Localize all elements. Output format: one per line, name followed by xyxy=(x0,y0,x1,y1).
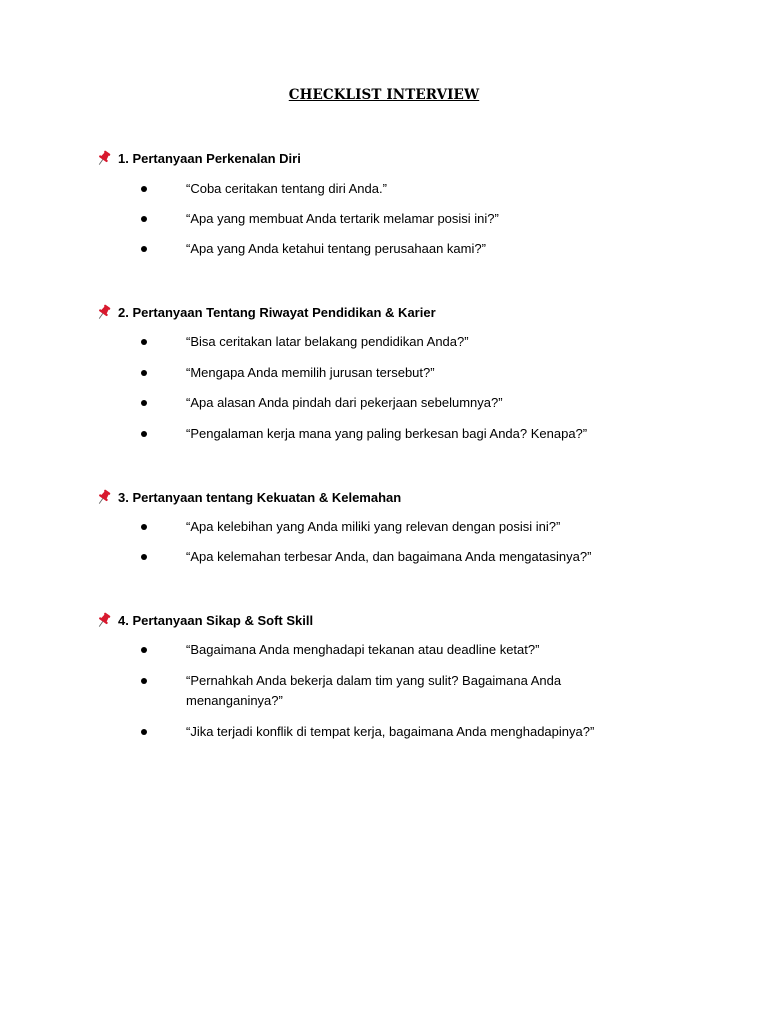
bullet-icon xyxy=(141,216,147,222)
document-title: CHECKLIST INTERVIEW xyxy=(288,87,480,103)
question-text: “Apa yang membuat Anda tertarik melamar posisi ini?” xyxy=(186,211,499,226)
question-text: “Apa yang Anda ketahui tentang perusahaan kami?” xyxy=(186,241,486,256)
question-text: “Bagaimana Anda menghadapi tekanan atau deadline ketat?” xyxy=(186,642,540,657)
question-text: “Apa kelebihan yang Anda miliki yang relevan dengan posisi ini?” xyxy=(186,519,561,534)
question-text: “Apa alasan Anda pindah dari pekerjaan sebelumnya?” xyxy=(186,395,503,410)
question-text: “Bisa ceritakan latar belakang pendidikan Anda?” xyxy=(186,334,469,349)
section-heading xyxy=(95,302,436,322)
section-title: 1. Pertanyaan Perkenalan Diri xyxy=(118,150,301,166)
question-text: “Pengalaman kerja mana yang paling berkesan bagi Anda? Kenapa?” xyxy=(186,426,588,441)
question-text: “Pernahkah Anda bekerja dalam tim yang sulit? Bagaimana Anda menanganinya?” xyxy=(186,673,562,708)
section-title: 2. Pertanyaan Tentang Riwayat Pendidikan & Karier xyxy=(118,304,436,320)
pushpin-icon xyxy=(95,612,112,629)
bullet-icon xyxy=(141,729,147,735)
bullet-icon xyxy=(141,339,147,345)
question-text: “Apa kelemahan terbesar Anda, dan bagaimana Anda mengatasinya?” xyxy=(186,549,592,564)
pushpin-icon xyxy=(95,150,112,167)
bullet-icon xyxy=(141,524,147,530)
bullet-icon xyxy=(141,647,147,653)
pushpin-icon xyxy=(95,304,112,321)
section-heading xyxy=(95,487,401,507)
question-text: “Mengapa Anda memilih jurusan tersebut?” xyxy=(186,365,435,380)
bullet-icon xyxy=(141,554,147,560)
section-heading xyxy=(95,148,301,168)
pushpin-icon xyxy=(95,489,112,506)
bullet-icon xyxy=(141,370,147,376)
bullet-icon xyxy=(141,400,147,406)
section-heading xyxy=(95,610,313,630)
bullet-icon xyxy=(141,246,147,252)
question-text: “Jika terjadi konflik di tempat kerja, bagaimana Anda menghadapinya?” xyxy=(186,724,595,739)
bullet-icon xyxy=(141,431,147,437)
bullet-icon xyxy=(141,186,147,192)
section-title: 4. Pertanyaan Sikap & Soft Skill xyxy=(118,612,314,628)
section-title: 3. Pertanyaan tentang Kekuatan & Kelemahan xyxy=(118,489,402,505)
question-text: “Coba ceritakan tentang diri Anda.” xyxy=(186,181,387,196)
bullet-icon xyxy=(141,678,147,684)
